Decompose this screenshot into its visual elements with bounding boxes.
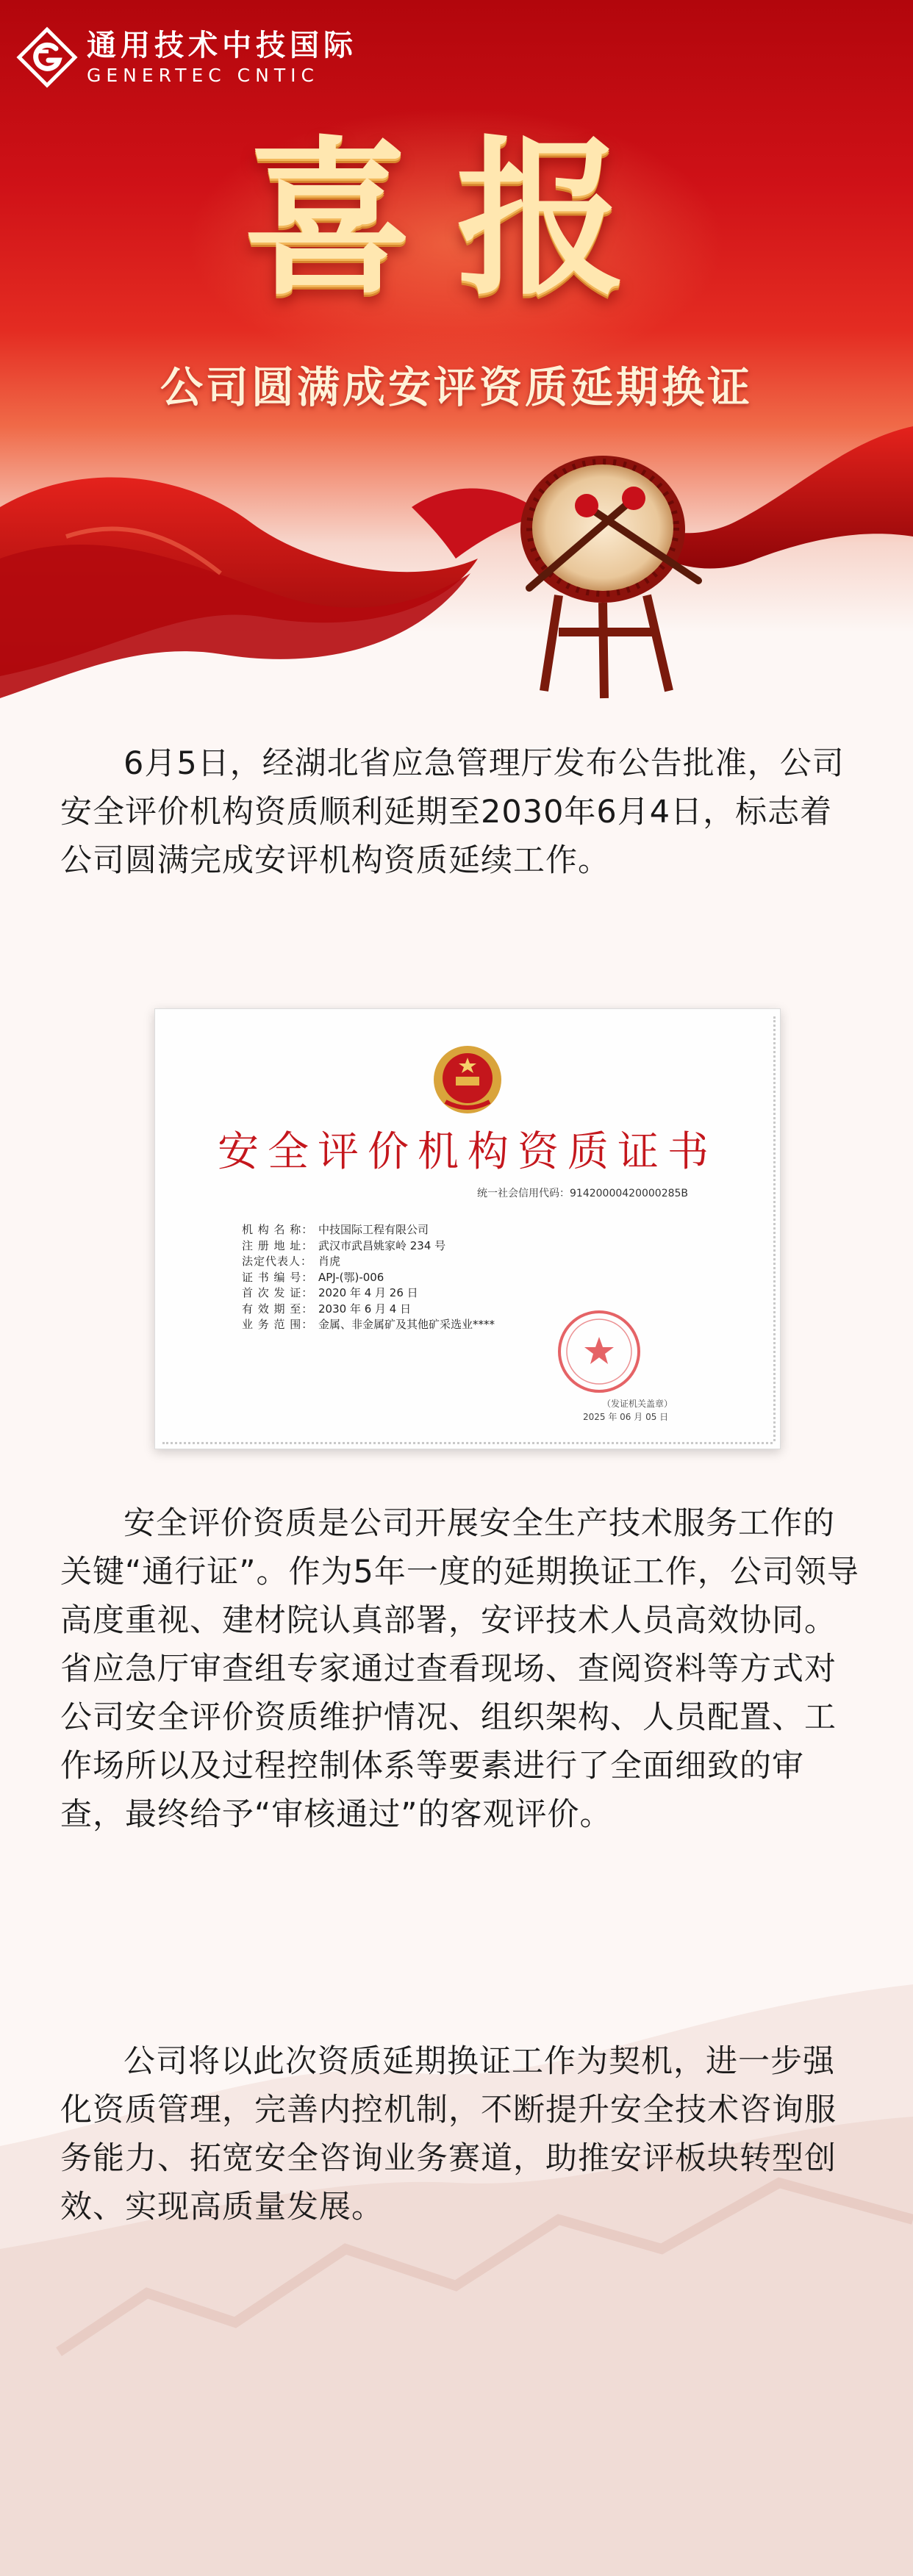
cert-field-row [242,1254,495,1270]
drum-illustration [520,456,698,698]
certificate-issuer: （发证机关盖章） [602,1399,673,1409]
brand-text [87,29,357,86]
cert-field-value: 武汉市武昌姚家岭 234 号 [318,1238,446,1252]
certificate-perforation-bottom [162,1442,773,1444]
cert-field-value: 肖虎 [318,1255,341,1268]
cert-field-label: 法定代表人： [242,1255,313,1268]
red-ribbon-left [0,478,478,698]
article-paragraph-2: 安全评价资质是公司开展安全生产技术服务工作的关键“通行证”。作为5年一度的延期换证工作，公司领导高度重视、建材院认真部署，安评技术人员高效协同。省应急厅审查组专家通过查看现场、查阅资料等方式对公司安全评价资质维护情况、组织架构、人员配置、工作场所以及过程控制体系等要素进行了全面细致的审查，最终给予“审核通过”的客观评价。 [60,1505,859,1833]
brand-header [16,26,357,88]
cert-field-row [242,1285,495,1302]
hero-banner [0,0,913,735]
cert-field-value: 2030 年 6 月 4 日 [318,1302,412,1316]
cert-field-label: 首 次 发 证： [242,1286,314,1299]
cert-field-label: 有 效 期 至： [242,1302,314,1316]
cert-field-row [242,1302,495,1318]
brand-name-cn: 通用技术中技国际 [87,28,357,62]
cert-field-value: 中技国际工程有限公司 [318,1223,429,1236]
certificate-issue-date: 2025 年 06 月 05 日 [583,1412,669,1422]
certificate-credit-code: 统一社会信用代码：91420000420000285B [477,1188,689,1199]
headline: 喜报 [243,120,670,318]
cert-field-row [242,1317,495,1333]
subtitle: 公司圆满成安评资质延期换证 [160,362,753,412]
cert-field-row [242,1270,495,1286]
ribbon-drum-illustration [0,412,913,735]
certificate-fields [242,1222,495,1333]
certificate-perforation-right [773,1016,776,1441]
cert-field-value: APJ-(鄂)-006 [318,1270,384,1284]
national-emblem-icon [431,1043,504,1116]
article-paragraph-3: 公司将以此次资质延期换证工作为契机，进一步强化资质管理，完善内控机制，不断提升安全技术咨询服务能力、拓宽安全咨询业务赛道，助推安评板块转型创效、实现高质量发展。 [60,2043,837,2225]
genertec-logo-icon [16,26,78,88]
certificate-image [154,1008,781,1449]
article-paragraph-1: 6月5日，经湖北省应急管理厅发布公告批准，公司安全评价机构资质顺利延期至2030年6月4日，标志着公司圆满完成安评机构资质延续工作。 [60,745,845,879]
brand-name-en: GENERTEC CNTIC [87,64,319,86]
cert-field-label: 注 册 地 址： [242,1238,314,1252]
cert-field-label: 机 构 名 称： [242,1223,314,1236]
cert-field-value: 2020 年 4 月 26 日 [318,1286,418,1299]
cert-field-label: 业 务 范 围： [242,1318,314,1331]
cert-field-row [242,1222,495,1238]
cert-field-value: 金属、非金属矿及其他矿采选业**** [318,1318,495,1331]
certificate-title: 安全评价机构资质证书 [218,1128,717,1176]
cert-field-label: 证 书 编 号： [242,1270,314,1284]
official-seal-icon [552,1305,646,1399]
cert-field-row [242,1238,495,1255]
